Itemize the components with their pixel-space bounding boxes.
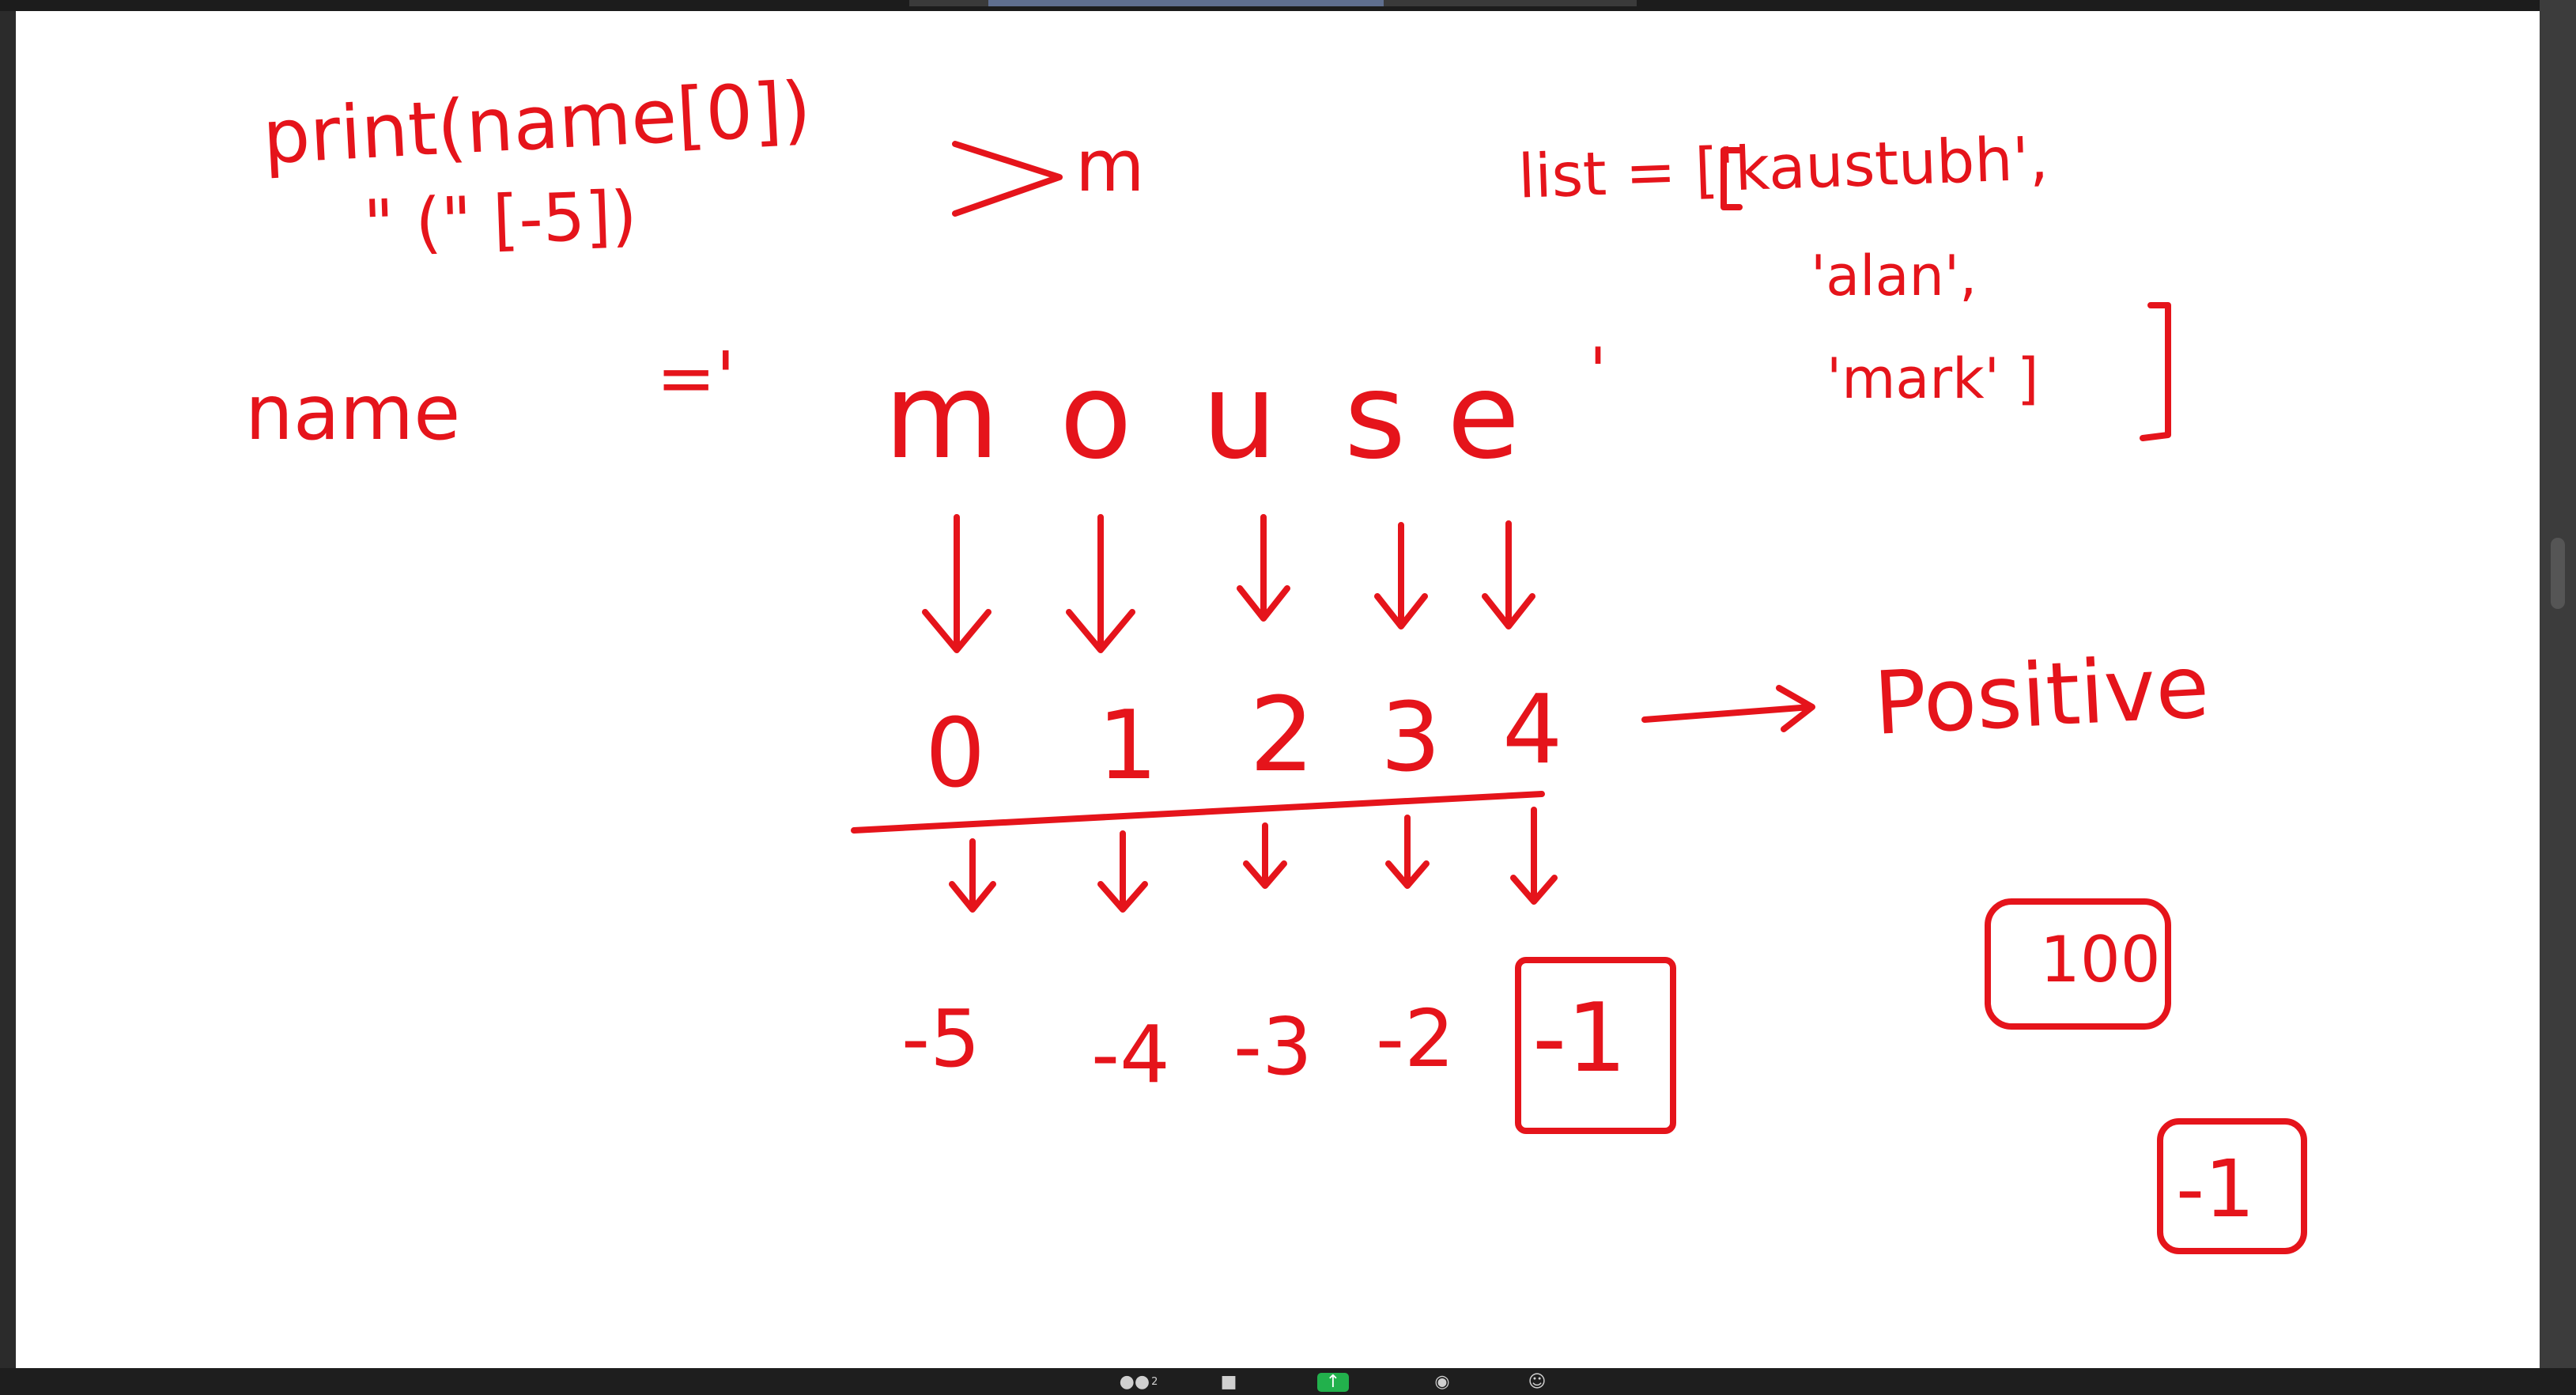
print-line-2: " (" [-5]) (362, 176, 639, 263)
positive-label: Positive (1871, 635, 2212, 755)
positive-arrow (1645, 688, 1812, 729)
negative-index: -3 (1233, 1000, 1313, 1093)
word-letter: m (884, 348, 1000, 486)
reactions-icon[interactable]: ☺ (1528, 1372, 1547, 1392)
print-result: m (1075, 125, 1145, 208)
box-100 (1988, 902, 2168, 1026)
active-thumbnail[interactable] (988, 0, 1384, 6)
box-100-value: 100 (2040, 923, 2161, 996)
list-line-3: 'mark' ] (1826, 346, 2039, 411)
list-line-1: list = ['kaustubh', (1517, 123, 2049, 212)
top-strip (0, 0, 2576, 11)
name-label: name (245, 369, 461, 457)
word-letter: s (1344, 348, 1407, 486)
whiteboard-canvas[interactable] (16, 11, 2540, 1368)
positive-index: 0 (925, 699, 986, 809)
positive-index: 1 (1097, 691, 1158, 801)
positive-index: 3 (1381, 683, 1441, 793)
participants-icon[interactable] (1115, 1373, 1162, 1392)
word-letter: o (1059, 348, 1132, 486)
index-divider (854, 794, 1542, 830)
participants-count: 2 (1151, 1376, 1158, 1388)
positive-index: 2 (1249, 675, 1315, 795)
participants-glyph: ●● (1119, 1372, 1150, 1392)
negative-index: -2 (1376, 992, 1455, 1085)
right-edge-panel (2540, 0, 2576, 1395)
list-close-bracket (2143, 305, 2168, 438)
equals-quote: =' (656, 337, 736, 420)
ink-strokes (16, 11, 2540, 1368)
word-letter: e (1447, 348, 1520, 486)
positive-index: 4 (1502, 675, 1563, 785)
list-line-2: 'alan', (1811, 244, 1977, 308)
scroll-handle[interactable] (2551, 538, 2565, 609)
print-line-1: print(name[0]) (260, 66, 814, 182)
share-screen-icon[interactable]: ↑ (1317, 1373, 1349, 1392)
list-open-bracket (1724, 150, 1739, 207)
box-minus-1 (2160, 1121, 2304, 1251)
video-thumbnail-strip[interactable] (909, 0, 1637, 6)
meeting-toolbar (0, 1368, 2576, 1395)
down-arrows-top (925, 517, 1532, 650)
record-icon[interactable]: ◉ (1434, 1372, 1450, 1392)
box-minus-1-value: -1 (2176, 1143, 2255, 1235)
bracket-arrow (955, 144, 1059, 214)
minus-one-box (1518, 960, 1673, 1131)
negative-index-boxed: -1 (1532, 984, 1627, 1094)
closing-quote: ' (1589, 335, 1607, 408)
negative-index: -4 (1091, 1008, 1170, 1101)
word-letter: u (1202, 348, 1278, 486)
negative-index: -5 (901, 992, 980, 1085)
down-arrows-bottom (952, 810, 1554, 909)
chat-icon[interactable]: ■ (1220, 1372, 1237, 1392)
